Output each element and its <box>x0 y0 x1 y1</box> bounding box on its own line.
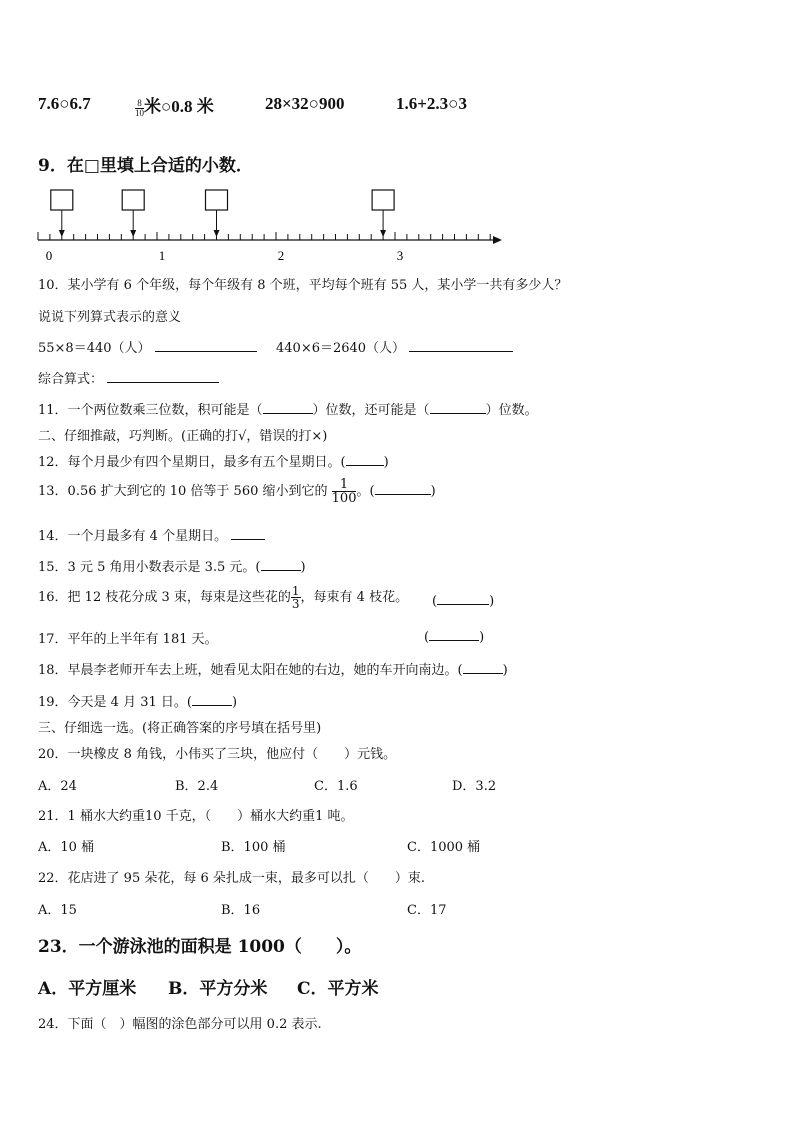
question-9-title: 9．在□里填上合适的小数． <box>38 156 253 176</box>
question-21: 21．1 桶水大约重10 千克，（ ）桶水大约重1 吨。 <box>38 809 354 824</box>
option-b[interactable]: B．100 桶 <box>221 840 286 855</box>
answer-blank[interactable] <box>192 693 232 706</box>
answer-blank[interactable] <box>429 628 479 641</box>
compare-item-2: $\frac{8}{10}$ 米○0.8 米 <box>135 97 214 118</box>
equation-1: 55×8＝440（人） <box>38 341 151 356</box>
question-11: 11．一个两位数乘三位数，积可能是（ ）位数，还可能是（ ）位数。 <box>38 403 538 418</box>
arrow-head <box>130 230 136 237</box>
question-23: 23．一个游泳池的面积是 1000（ ）。 <box>38 937 362 957</box>
option-d[interactable]: D．3.2 <box>452 779 497 794</box>
compare-item-3: 28×32○900 <box>265 94 345 113</box>
question-18: 18．早晨李老师开车去上班，她看见太阳在她的右边，她的车开向南边。( ) <box>38 663 508 678</box>
question-16: 16．把 12 枝花分成 3 束，每束是这些花的 $\frac{1}{3}$ ，每束有 4 枝花。 <box>38 584 409 611</box>
answer-box[interactable] <box>122 190 144 210</box>
combined-formula-row <box>38 368 219 387</box>
option-a[interactable]: A．24 <box>38 779 77 794</box>
answer-blank[interactable] <box>231 527 265 540</box>
answer-blank[interactable] <box>107 370 219 383</box>
question-24: 24．下面（ ）幅图的涂色部分可以用 0.2 表示. <box>38 1017 322 1032</box>
equation-2: 440×6＝2640（人） <box>276 341 406 356</box>
question-10-sub: 说说下列算式表示的意义 <box>38 310 182 325</box>
fraction: $\frac{1}{100}$ <box>331 477 357 506</box>
answer-blank[interactable] <box>263 401 313 414</box>
answer-box[interactable] <box>372 190 394 210</box>
compare-item-4: 1.6+2.3○3 <box>396 94 467 113</box>
question-16-answer: ( ) <box>432 594 495 609</box>
question-19: 19．今天是 4 月 31 日。( ) <box>38 695 238 710</box>
number-line-label: 3 <box>396 248 404 263</box>
question-12: 12．每个月最少有四个星期日，最多有五个星期日。( ) <box>38 455 389 470</box>
answer-blank[interactable] <box>430 401 486 414</box>
question-10: 10．某小学有 6 个年级，每个年级有 8 个班，平均每个班有 55 人，某小学一共有多少人？ <box>38 278 568 293</box>
number-line-label: 1 <box>158 248 166 263</box>
option-a[interactable]: A．10 桶 <box>38 840 95 855</box>
answer-blank[interactable] <box>375 482 431 495</box>
arrow-head <box>214 230 220 237</box>
option-c[interactable]: C．1000 桶 <box>407 840 481 855</box>
option-b[interactable]: B．2.4 <box>175 779 219 794</box>
combined-formula-label: 综合算式： <box>38 372 104 387</box>
fraction: $\frac{1}{3}$ <box>291 584 300 611</box>
option-b[interactable]: B．16 <box>221 903 261 918</box>
number-line <box>0 182 794 272</box>
option-c[interactable]: C．1.6 <box>314 779 358 794</box>
answer-blank[interactable] <box>155 339 257 352</box>
answer-box[interactable] <box>206 190 228 210</box>
compare-item-1: 7.6○6.7 <box>38 94 91 113</box>
question-20: 20．一块橡皮 8 角钱，小伟买了三块，他应付（ ）元钱。 <box>38 747 397 762</box>
answer-blank[interactable] <box>261 558 301 571</box>
question-17-answer: ( ) <box>424 630 485 645</box>
option-a[interactable]: A．平方厘米 <box>38 979 137 999</box>
number-line-label: 0 <box>45 248 53 263</box>
option-c[interactable]: C．平方米 <box>297 979 379 999</box>
fraction: $\frac{8}{10}$ <box>135 97 144 118</box>
equation-2-row <box>276 337 513 356</box>
arrow-head <box>59 230 65 237</box>
option-b[interactable]: B．平方分米 <box>168 979 268 999</box>
answer-blank[interactable] <box>346 453 384 466</box>
arrow-head <box>380 230 386 237</box>
answer-blank[interactable] <box>409 339 513 352</box>
section-3-heading: 三、仔细选一选。(将正确答案的序号填在括号里) <box>38 721 322 736</box>
option-c[interactable]: C．17 <box>407 903 447 918</box>
section-2-heading: 二、仔细推敲，巧判断。(正确的打√，错误的打×) <box>38 429 328 444</box>
answer-blank[interactable] <box>463 661 503 674</box>
question-22: 22．花店进了 95 朵花，每 6 朵扎成一束，最多可以扎（ ）束. <box>38 871 426 886</box>
answer-box[interactable] <box>51 190 73 210</box>
question-15: 15．3 元 5 角用小数表示是 3.5 元。( ) <box>38 560 306 575</box>
question-13: 13．0.56 扩大到它的 10 倍等于 560 缩小到它的 $\frac{1}{100}$ 。( ) <box>38 477 436 506</box>
question-14: 14．一个月最多有 4 个星期日。 <box>38 525 265 544</box>
number-line-label: 2 <box>277 248 285 263</box>
option-a[interactable]: A．15 <box>38 903 77 918</box>
question-17: 17．平年的上半年有 181 天。 <box>38 632 218 647</box>
answer-blank[interactable] <box>437 592 489 605</box>
equation-1-row <box>38 337 257 356</box>
